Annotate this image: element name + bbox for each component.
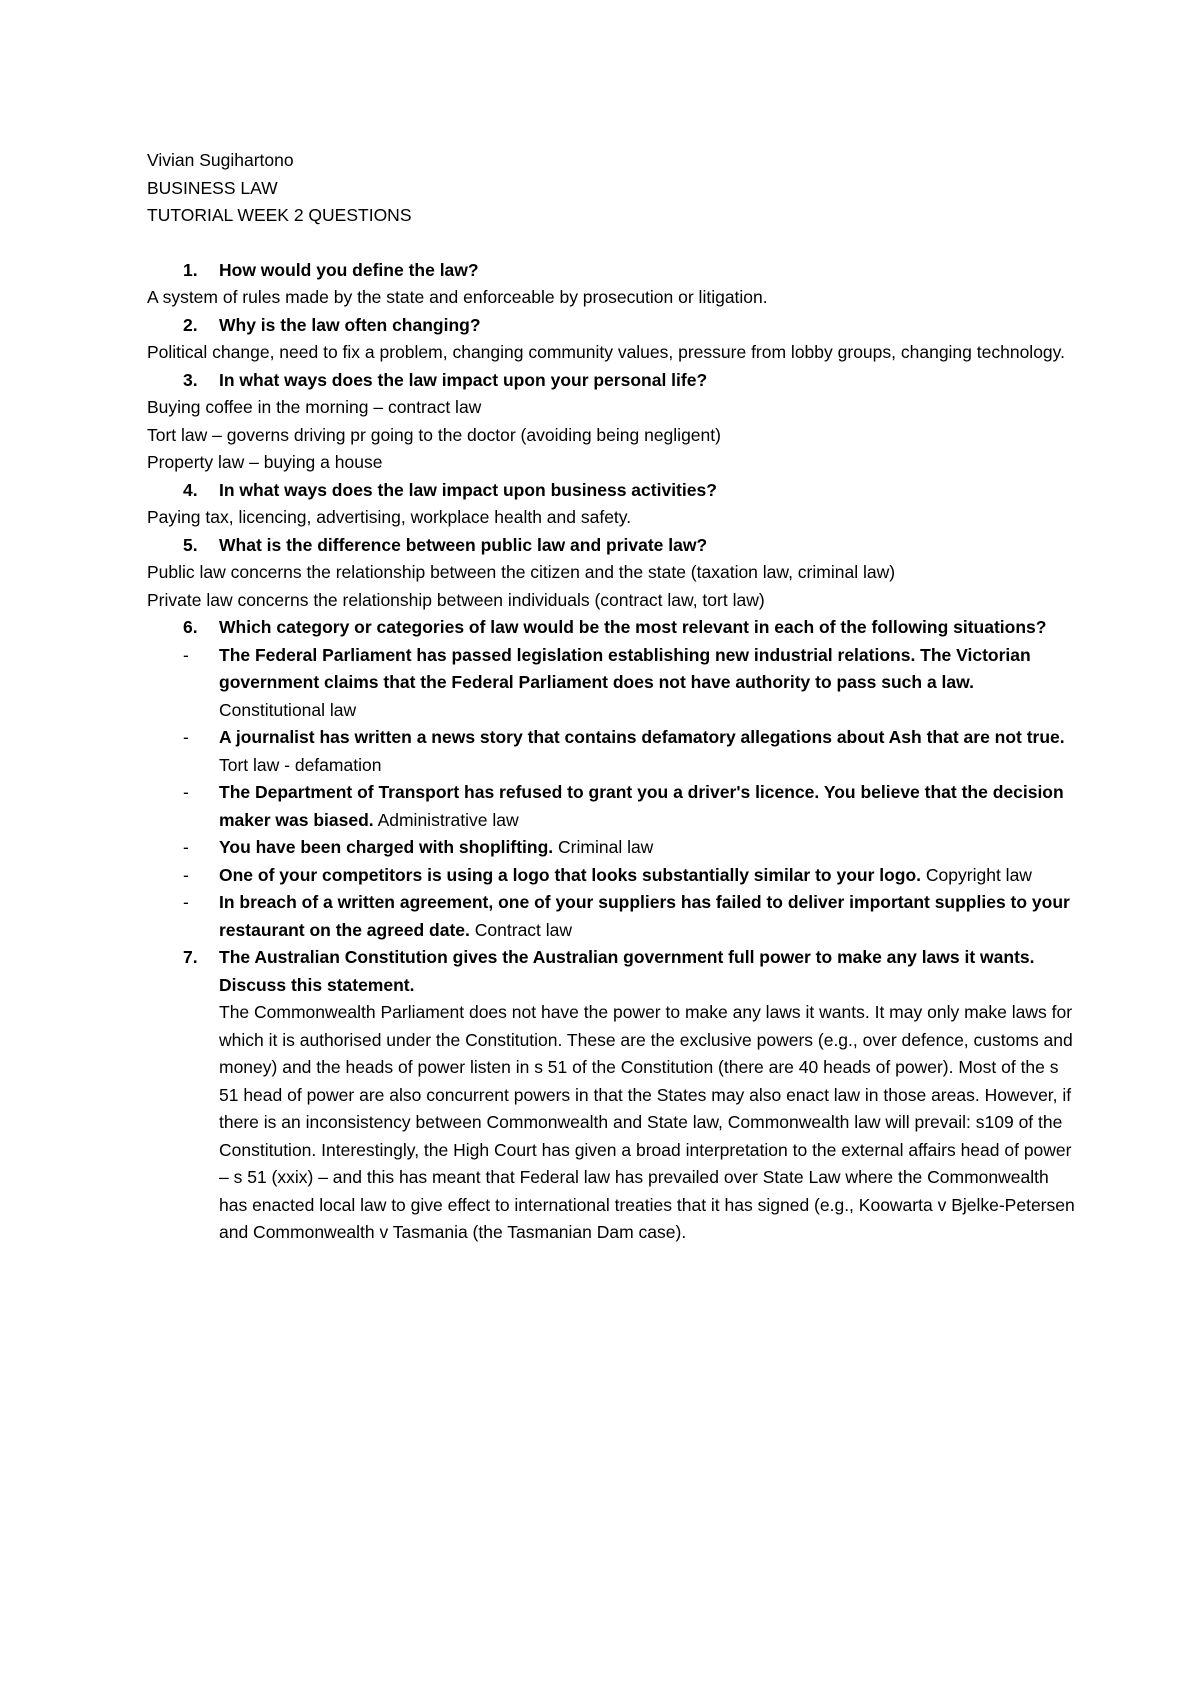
dash-bullet: - — [183, 837, 189, 857]
question-number: 4. — [183, 479, 198, 500]
situation-text: A journalist has written a news story that contains defamatory allegations about Ash that are not true. — [219, 727, 1065, 747]
question-text: Why is the law often changing? — [219, 314, 481, 335]
situation-item — [147, 862, 1077, 890]
document-title: TUTORIAL WEEK 2 QUESTIONS — [147, 205, 412, 225]
question-3 — [147, 367, 1077, 395]
question-number: 1. — [183, 259, 198, 280]
dash-bullet: - — [183, 782, 189, 802]
situation-text: In breach of a written agreement, one of your suppliers has failed to deliver important supplies to your restaurant on the agreed date. — [219, 892, 1070, 940]
question-6 — [147, 614, 1077, 642]
question-number: 6. — [183, 617, 198, 637]
question-text: Which category or categories of law would be the most relevant in each of the following situations? — [219, 617, 1047, 637]
question-number: 2. — [183, 314, 198, 335]
question-number: 5. — [183, 534, 198, 555]
question-number: 3. — [183, 369, 198, 390]
situation-answer: Criminal law — [558, 837, 654, 857]
situation-answer: Tort law - defamation — [219, 754, 382, 775]
situation-answer: Constitutional law — [219, 699, 357, 720]
question-2 — [147, 312, 1077, 340]
question-text: In what ways does the law impact upon your personal life? — [219, 369, 708, 390]
situation-item — [147, 889, 1077, 944]
answer-4: Paying tax, licencing, advertising, workplace health and safety. — [147, 507, 632, 527]
answer-3-line-1: Buying coffee in the morning – contract law — [147, 397, 482, 417]
situation-answer: Copyright law — [925, 864, 1032, 885]
question-1 — [147, 257, 1077, 285]
question-5 — [147, 532, 1077, 560]
situation-text: One of your competitors is using a logo that looks substantially similar to your logo. — [219, 864, 922, 885]
situation-item — [147, 724, 1077, 779]
course-name: BUSINESS LAW — [147, 177, 278, 198]
answer-3-line-3: Property law – buying a house — [147, 452, 383, 472]
situation-text: The Department of Transport has refused to grant you a driver's licence. You believe that the decision maker was biased. — [219, 782, 1064, 830]
question-text: What is the difference between public law and private law? — [219, 534, 708, 555]
situation-item — [147, 834, 1077, 862]
document-body — [147, 147, 1077, 1247]
situation-text: The Federal Parliament has passed legislation establishing new industrial relations. The Victorian government claims that the Federal Parliament does not have authority to pass such a law. — [219, 644, 1031, 692]
situation-answer: Contract law — [474, 919, 573, 940]
answer-7: The Commonwealth Parliament does not have the power to make any laws it wants. It may only make laws for which it is authorised under the Constitution. These are the exclusive powers (e.g., over defence, customs and money) and the heads of power listen in s 51 of the Constitution (there are 40 heads of power). Most of the s 51 head of power are also concurrent powers in that the States may also enact law in those areas. However, if there is an inconsistency between Commonwealth and State law, Commonwealth law will prevail: s109 of the Constitution. Interestingly, the High Court has given a broad interpretation to the external affairs head of power – s 51 (xxix) – and this has meant that Federal law has prevailed over State Law where the Commonwealth has enacted local law to give effect to international treaties that it has signed (e.g., Koowarta v Bjelke-Petersen and Commonwealth v Tasmania (the Tasmanian Dam case). — [219, 1002, 1075, 1242]
answer-2: Political change, need to fix a problem, changing community values, pressure from lobby groups, changing technology. — [147, 342, 1065, 362]
dash-bullet: - — [183, 864, 189, 885]
situation-answer: Administrative law — [377, 809, 519, 830]
spacer — [147, 230, 1077, 257]
question-4 — [147, 477, 1077, 505]
answer-5-line-1: Public law concerns the relationship between the citizen and the state (taxation law, criminal law) — [147, 562, 896, 582]
answer-3-line-2: Tort law – governs driving pr going to the doctor (avoiding being negligent) — [147, 424, 721, 445]
question-text: In what ways does the law impact upon business activities? — [219, 479, 717, 500]
situation-text: You have been charged with shoplifting. — [219, 837, 554, 857]
dash-bullet: - — [183, 892, 189, 912]
answer-1: A system of rules made by the state and enforceable by prosecution or litigation. — [147, 287, 768, 307]
question-number: 7. — [183, 947, 198, 967]
situation-item — [147, 642, 1077, 725]
dash-bullet: - — [183, 727, 189, 747]
question-text: The Australian Constitution gives the Australian government full power to make any laws it wants. Discuss this statement. — [219, 947, 1035, 995]
question-7 — [147, 944, 1077, 999]
author-name: Vivian Sugihartono — [147, 150, 294, 170]
question-text: How would you define the law? — [219, 259, 479, 280]
dash-bullet: - — [183, 644, 189, 665]
situation-item — [147, 779, 1077, 834]
answer-5-line-2: Private law concerns the relationship between individuals (contract law, tort law) — [147, 589, 765, 610]
